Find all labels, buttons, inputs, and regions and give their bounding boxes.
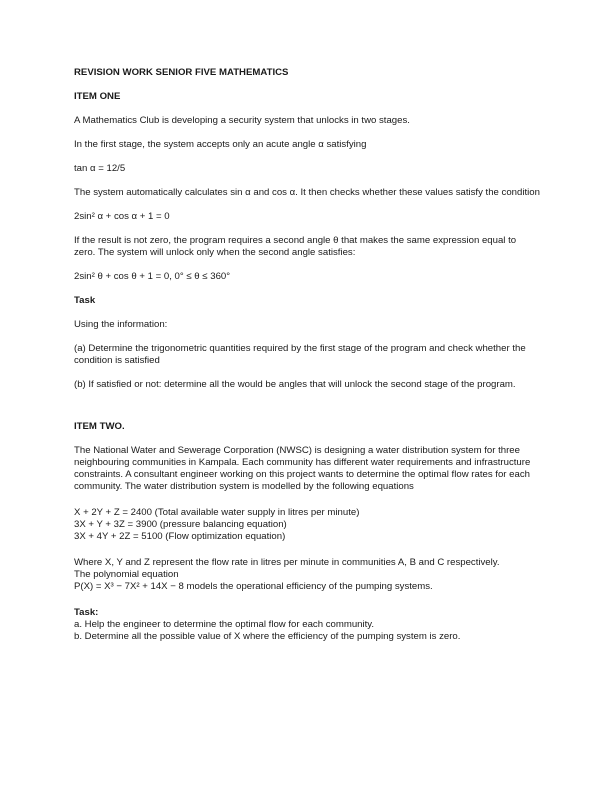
- item-two-definitions: [74, 557, 540, 593]
- item-two-equation-2: 3X + Y + 3Z = 3900 (pressure balancing equation): [74, 519, 287, 530]
- item-one-heading: ITEM ONE: [74, 91, 121, 102]
- item-two-task: [74, 607, 540, 643]
- item-one-paragraph-1: A Mathematics Club is developing a security system that unlocks in two stages.: [74, 115, 410, 126]
- item-two-equation-1: X + 2Y + Z = 2400 (Total available water supply in litres per minute): [74, 507, 360, 518]
- item-one-task-b: (b) If satisfied or not: determine all the would be angles that will unlock the second stage of the program.: [74, 379, 516, 390]
- item-one-task-heading: Task: [74, 295, 96, 306]
- item-one-task-intro: Using the information:: [74, 319, 168, 330]
- item-two-task-heading: Task:: [74, 607, 99, 618]
- item-one-equation-2: 2sin² α + cos α + 1 = 0: [74, 211, 170, 222]
- document-title: REVISION WORK SENIOR FIVE MATHEMATICS: [74, 67, 289, 78]
- item-one-equation-1: tan α = 12/5: [74, 163, 126, 174]
- item-two-paragraph-1: The National Water and Sewerage Corporation (NWSC) is designing a water distribution system for three neighbouring communities in Kampala. Each community has different water requirements and infrastructure constraints. A consultant engineer working on this project wants to determine the optimal flow rates for each community. The water distribution system is modelled by the following equations: [74, 445, 531, 492]
- item-two-task-b: b. Determine all the possible value of X where the efficiency of the pumping system is zero.: [74, 631, 461, 642]
- item-two-polynomial: P(X) = X³ − 7X² + 14X − 8 models the operational efficiency of the pumping systems.: [74, 581, 433, 592]
- item-two-paragraph-3: The polynomial equation: [74, 569, 179, 580]
- item-two-equations: [74, 507, 540, 543]
- item-two-task-a: a. Help the engineer to determine the optimal flow for each community.: [74, 619, 375, 630]
- item-one-paragraph-3: The system automatically calculates sin α and cos α. It then checks whether these values satisfy the condition: [74, 187, 540, 198]
- item-one-equation-3: 2sin² θ + cos θ + 1 = 0, 0° ≤ θ ≤ 360°: [74, 271, 231, 282]
- item-two-paragraph-2: Where X, Y and Z represent the flow rate in litres per minute in communities A, B and C respectively.: [74, 557, 500, 568]
- item-two-equation-3: 3X + 4Y + 2Z = 5100 (Flow optimization equation): [74, 531, 286, 542]
- item-one-paragraph-4: If the result is not zero, the program requires a second angle θ that makes the same expression equal to zero. The system will unlock only when the second angle satisfies:: [74, 235, 517, 258]
- item-two-heading: ITEM TWO.: [74, 421, 125, 432]
- item-one-task-a: (a) Determine the trigonometric quantities required by the first stage of the program and check whether the condition is satisfied: [74, 343, 526, 366]
- item-one-paragraph-2: In the first stage, the system accepts only an acute angle α satisfying: [74, 139, 367, 150]
